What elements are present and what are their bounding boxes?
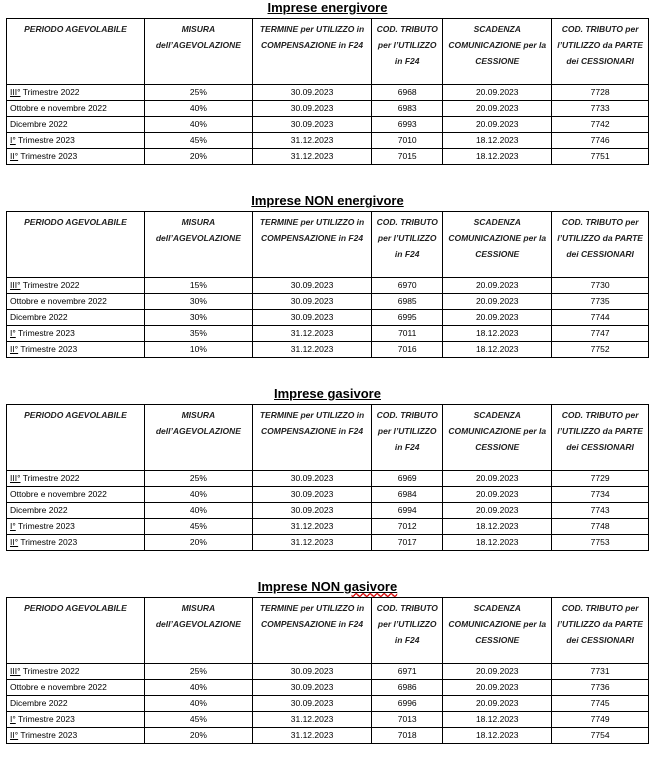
table-row [7,712,649,728]
cell-cod-cessionari: 7749 [552,712,649,728]
period-ordinal: I° [10,714,16,724]
period-ordinal: II° [10,344,19,354]
header-misura: MISURA dell’AGEVOLAZIONE [144,405,252,471]
header-periodo: PERIODO AGEVOLABILE [7,19,145,85]
period-label: Trimestre 2023 [18,537,78,547]
cell-misura: 30% [144,294,252,310]
period-ordinal: II° [10,537,19,547]
cell-termine: 30.09.2023 [252,503,371,519]
cell-cod-cessionari: 7743 [552,503,649,519]
rates-table [6,404,649,551]
rates-table [6,18,649,165]
cell-cod-cessionari: 7735 [552,294,649,310]
cell-periodo [7,117,145,133]
cell-scadenza: 18.12.2023 [443,519,552,535]
period-ordinal: III° [10,280,21,290]
cell-cod-cessionari: 7745 [552,696,649,712]
table-row [7,342,649,358]
cell-periodo [7,519,145,535]
header-periodo: PERIODO AGEVOLABILE [7,212,145,278]
cell-termine: 31.12.2023 [252,728,371,744]
table-row [7,471,649,487]
cell-scadenza: 20.09.2023 [443,487,552,503]
cell-termine: 31.12.2023 [252,712,371,728]
cell-scadenza: 18.12.2023 [443,342,552,358]
cell-periodo [7,149,145,165]
cell-periodo [7,535,145,551]
cell-misura: 10% [144,342,252,358]
cell-scadenza: 20.09.2023 [443,664,552,680]
section-title-prefix: Imprese NON [257,579,344,594]
cell-cod-tributo: 6986 [372,680,443,696]
cell-periodo [7,728,145,744]
cell-misura: 40% [144,680,252,696]
cell-cod-tributo: 7018 [372,728,443,744]
period-ordinal: III° [10,666,21,676]
cell-misura: 25% [144,664,252,680]
cell-termine: 31.12.2023 [252,535,371,551]
cell-cod-cessionari: 7742 [552,117,649,133]
cell-scadenza: 20.09.2023 [443,471,552,487]
cell-scadenza: 18.12.2023 [443,535,552,551]
cell-cod-cessionari: 7748 [552,519,649,535]
section-imprese-non-gasivore [6,579,649,744]
period-ordinal: III° [10,473,21,483]
table-row [7,133,649,149]
cell-termine: 31.12.2023 [252,149,371,165]
period-label: Trimestre 2023 [15,135,75,145]
section-title-misspelled-word: gasivore [343,579,398,594]
cell-termine: 30.09.2023 [252,310,371,326]
cell-misura: 35% [144,326,252,342]
section-imprese-energivore [6,0,649,165]
cell-cod-cessionari: 7753 [552,535,649,551]
table-row [7,101,649,117]
period-ordinal: I° [10,521,16,531]
cell-termine: 31.12.2023 [252,326,371,342]
header-cod-tributo: COD. TRIBUTO per l’UTILIZZO in F24 [372,212,443,278]
period-label: Trimestre 2023 [18,730,78,740]
header-periodo: PERIODO AGEVOLABILE [7,405,145,471]
cell-termine: 31.12.2023 [252,519,371,535]
cell-periodo [7,278,145,294]
period-label: Trimestre 2023 [15,521,75,531]
period-label: Trimestre 2022 [20,473,80,483]
header-row [7,405,649,471]
period-label: Dicembre 2022 [10,505,68,515]
period-ordinal: III° [10,87,21,97]
period-label: Trimestre 2023 [15,328,75,338]
cell-periodo [7,487,145,503]
cell-cod-tributo: 6996 [372,696,443,712]
cell-cod-tributo: 7017 [372,535,443,551]
cell-scadenza: 20.09.2023 [443,310,552,326]
cell-cod-cessionari: 7730 [552,278,649,294]
period-label: Trimestre 2023 [18,151,78,161]
table-row [7,680,649,696]
cell-cod-cessionari: 7734 [552,487,649,503]
cell-periodo [7,310,145,326]
rates-table [6,597,649,744]
cell-periodo [7,294,145,310]
header-cod-cessionari: COD. TRIBUTO per l’UTILIZZO da PARTE dei CESSIONARI [552,598,649,664]
period-label: Trimestre 2023 [18,344,78,354]
cell-cod-cessionari: 7744 [552,310,649,326]
period-label: Ottobre e novembre 2022 [10,682,107,692]
section-title: Imprese gasivore [274,386,381,401]
cell-cod-cessionari: 7731 [552,664,649,680]
cell-termine: 30.09.2023 [252,278,371,294]
table-row [7,278,649,294]
header-termine: TERMINE per UTILIZZO in COMPENSAZIONE in F24 [252,19,371,85]
cell-periodo [7,326,145,342]
cell-periodo [7,664,145,680]
header-scadenza: SCADENZA COMUNICAZIONE per la CESSIONE [443,598,552,664]
cell-scadenza: 20.09.2023 [443,294,552,310]
cell-cod-tributo: 6983 [372,101,443,117]
cell-termine: 31.12.2023 [252,342,371,358]
cell-periodo [7,342,145,358]
cell-misura: 40% [144,487,252,503]
table-row [7,519,649,535]
header-termine: TERMINE per UTILIZZO in COMPENSAZIONE in F24 [252,405,371,471]
period-label: Dicembre 2022 [10,119,68,129]
header-row [7,19,649,85]
table-row [7,535,649,551]
cell-scadenza: 20.09.2023 [443,278,552,294]
cell-scadenza: 18.12.2023 [443,149,552,165]
table-row [7,696,649,712]
cell-scadenza: 18.12.2023 [443,712,552,728]
table-row [7,117,649,133]
cell-cod-tributo: 6968 [372,85,443,101]
table-row [7,487,649,503]
cell-periodo [7,696,145,712]
cell-termine: 30.09.2023 [252,117,371,133]
cell-periodo [7,133,145,149]
cell-cod-tributo: 6969 [372,471,443,487]
cell-misura: 40% [144,101,252,117]
cell-termine: 30.09.2023 [252,487,371,503]
header-termine: TERMINE per UTILIZZO in COMPENSAZIONE in F24 [252,212,371,278]
cell-misura: 40% [144,117,252,133]
cell-cod-tributo: 7013 [372,712,443,728]
cell-cod-cessionari: 7747 [552,326,649,342]
table-row [7,294,649,310]
cell-scadenza: 20.09.2023 [443,101,552,117]
cell-cod-tributo: 7011 [372,326,443,342]
period-ordinal: I° [10,135,16,145]
header-misura: MISURA dell’AGEVOLAZIONE [144,212,252,278]
period-label: Ottobre e novembre 2022 [10,103,107,113]
cell-cod-tributo: 7012 [372,519,443,535]
header-scadenza: SCADENZA COMUNICAZIONE per la CESSIONE [443,19,552,85]
cell-cod-cessionari: 7754 [552,728,649,744]
cell-cod-tributo: 7015 [372,149,443,165]
period-label: Trimestre 2022 [20,280,80,290]
cell-periodo [7,680,145,696]
table-row [7,149,649,165]
period-label: Trimestre 2022 [20,87,80,97]
cell-misura: 25% [144,85,252,101]
cell-misura: 40% [144,503,252,519]
cell-cod-cessionari: 7733 [552,101,649,117]
cell-termine: 31.12.2023 [252,133,371,149]
section-title [6,579,649,597]
cell-scadenza: 20.09.2023 [443,117,552,133]
header-cod-tributo: COD. TRIBUTO per l’UTILIZZO in F24 [372,598,443,664]
cell-termine: 30.09.2023 [252,294,371,310]
cell-cod-cessionari: 7729 [552,471,649,487]
cell-cod-cessionari: 7751 [552,149,649,165]
cell-cod-tributo: 6995 [372,310,443,326]
header-cod-tributo: COD. TRIBUTO per l’UTILIZZO in F24 [372,405,443,471]
header-misura: MISURA dell’AGEVOLAZIONE [144,19,252,85]
cell-termine: 30.09.2023 [252,696,371,712]
cell-misura: 40% [144,696,252,712]
cell-cod-cessionari: 7728 [552,85,649,101]
header-cod-tributo: COD. TRIBUTO per l’UTILIZZO in F24 [372,19,443,85]
cell-cod-tributo: 6970 [372,278,443,294]
period-label: Dicembre 2022 [10,698,68,708]
period-label: Ottobre e novembre 2022 [10,296,107,306]
cell-periodo [7,712,145,728]
table-row [7,326,649,342]
cell-cod-tributo: 7016 [372,342,443,358]
cell-misura: 25% [144,471,252,487]
table-row [7,664,649,680]
section-imprese-non-energivore [6,193,649,358]
cell-cod-cessionari: 7752 [552,342,649,358]
cell-scadenza: 20.09.2023 [443,680,552,696]
table-row [7,310,649,326]
period-label: Dicembre 2022 [10,312,68,322]
cell-scadenza: 18.12.2023 [443,133,552,149]
cell-cod-cessionari: 7746 [552,133,649,149]
header-row [7,598,649,664]
cell-termine: 30.09.2023 [252,680,371,696]
rates-table [6,211,649,358]
cell-scadenza: 20.09.2023 [443,503,552,519]
cell-periodo [7,503,145,519]
header-termine: TERMINE per UTILIZZO in COMPENSAZIONE in F24 [252,598,371,664]
cell-cod-tributo: 6985 [372,294,443,310]
cell-cod-tributo: 6994 [372,503,443,519]
cell-cod-tributo: 6971 [372,664,443,680]
cell-misura: 20% [144,535,252,551]
period-ordinal: II° [10,730,19,740]
header-row [7,212,649,278]
header-cod-cessionari: COD. TRIBUTO per l’UTILIZZO da PARTE dei CESSIONARI [552,212,649,278]
period-label: Trimestre 2023 [15,714,75,724]
cell-periodo [7,85,145,101]
cell-scadenza: 20.09.2023 [443,696,552,712]
period-label: Ottobre e novembre 2022 [10,489,107,499]
section-imprese-gasivore [6,386,649,551]
cell-misura: 45% [144,133,252,149]
cell-termine: 30.09.2023 [252,101,371,117]
period-ordinal: II° [10,151,19,161]
cell-cod-cessionari: 7736 [552,680,649,696]
header-misura: MISURA dell’AGEVOLAZIONE [144,598,252,664]
cell-misura: 45% [144,519,252,535]
cell-scadenza: 18.12.2023 [443,728,552,744]
header-cod-cessionari: COD. TRIBUTO per l’UTILIZZO da PARTE dei CESSIONARI [552,405,649,471]
header-scadenza: SCADENZA COMUNICAZIONE per la CESSIONE [443,405,552,471]
cell-periodo [7,471,145,487]
table-row [7,503,649,519]
cell-cod-tributo: 6984 [372,487,443,503]
table-row [7,85,649,101]
cell-termine: 30.09.2023 [252,664,371,680]
cell-scadenza: 18.12.2023 [443,326,552,342]
period-ordinal: I° [10,328,16,338]
cell-cod-tributo: 7010 [372,133,443,149]
cell-misura: 20% [144,149,252,165]
cell-termine: 30.09.2023 [252,85,371,101]
cell-termine: 30.09.2023 [252,471,371,487]
period-label: Trimestre 2022 [20,666,80,676]
cell-cod-tributo: 6993 [372,117,443,133]
section-title: Imprese energivore [267,0,388,15]
cell-periodo [7,101,145,117]
section-title: Imprese NON energivore [251,193,404,208]
cell-misura: 45% [144,712,252,728]
cell-misura: 30% [144,310,252,326]
cell-misura: 15% [144,278,252,294]
header-cod-cessionari: COD. TRIBUTO per l’UTILIZZO da PARTE dei CESSIONARI [552,19,649,85]
table-row [7,728,649,744]
header-periodo: PERIODO AGEVOLABILE [7,598,145,664]
cell-misura: 20% [144,728,252,744]
header-scadenza: SCADENZA COMUNICAZIONE per la CESSIONE [443,212,552,278]
cell-scadenza: 20.09.2023 [443,85,552,101]
